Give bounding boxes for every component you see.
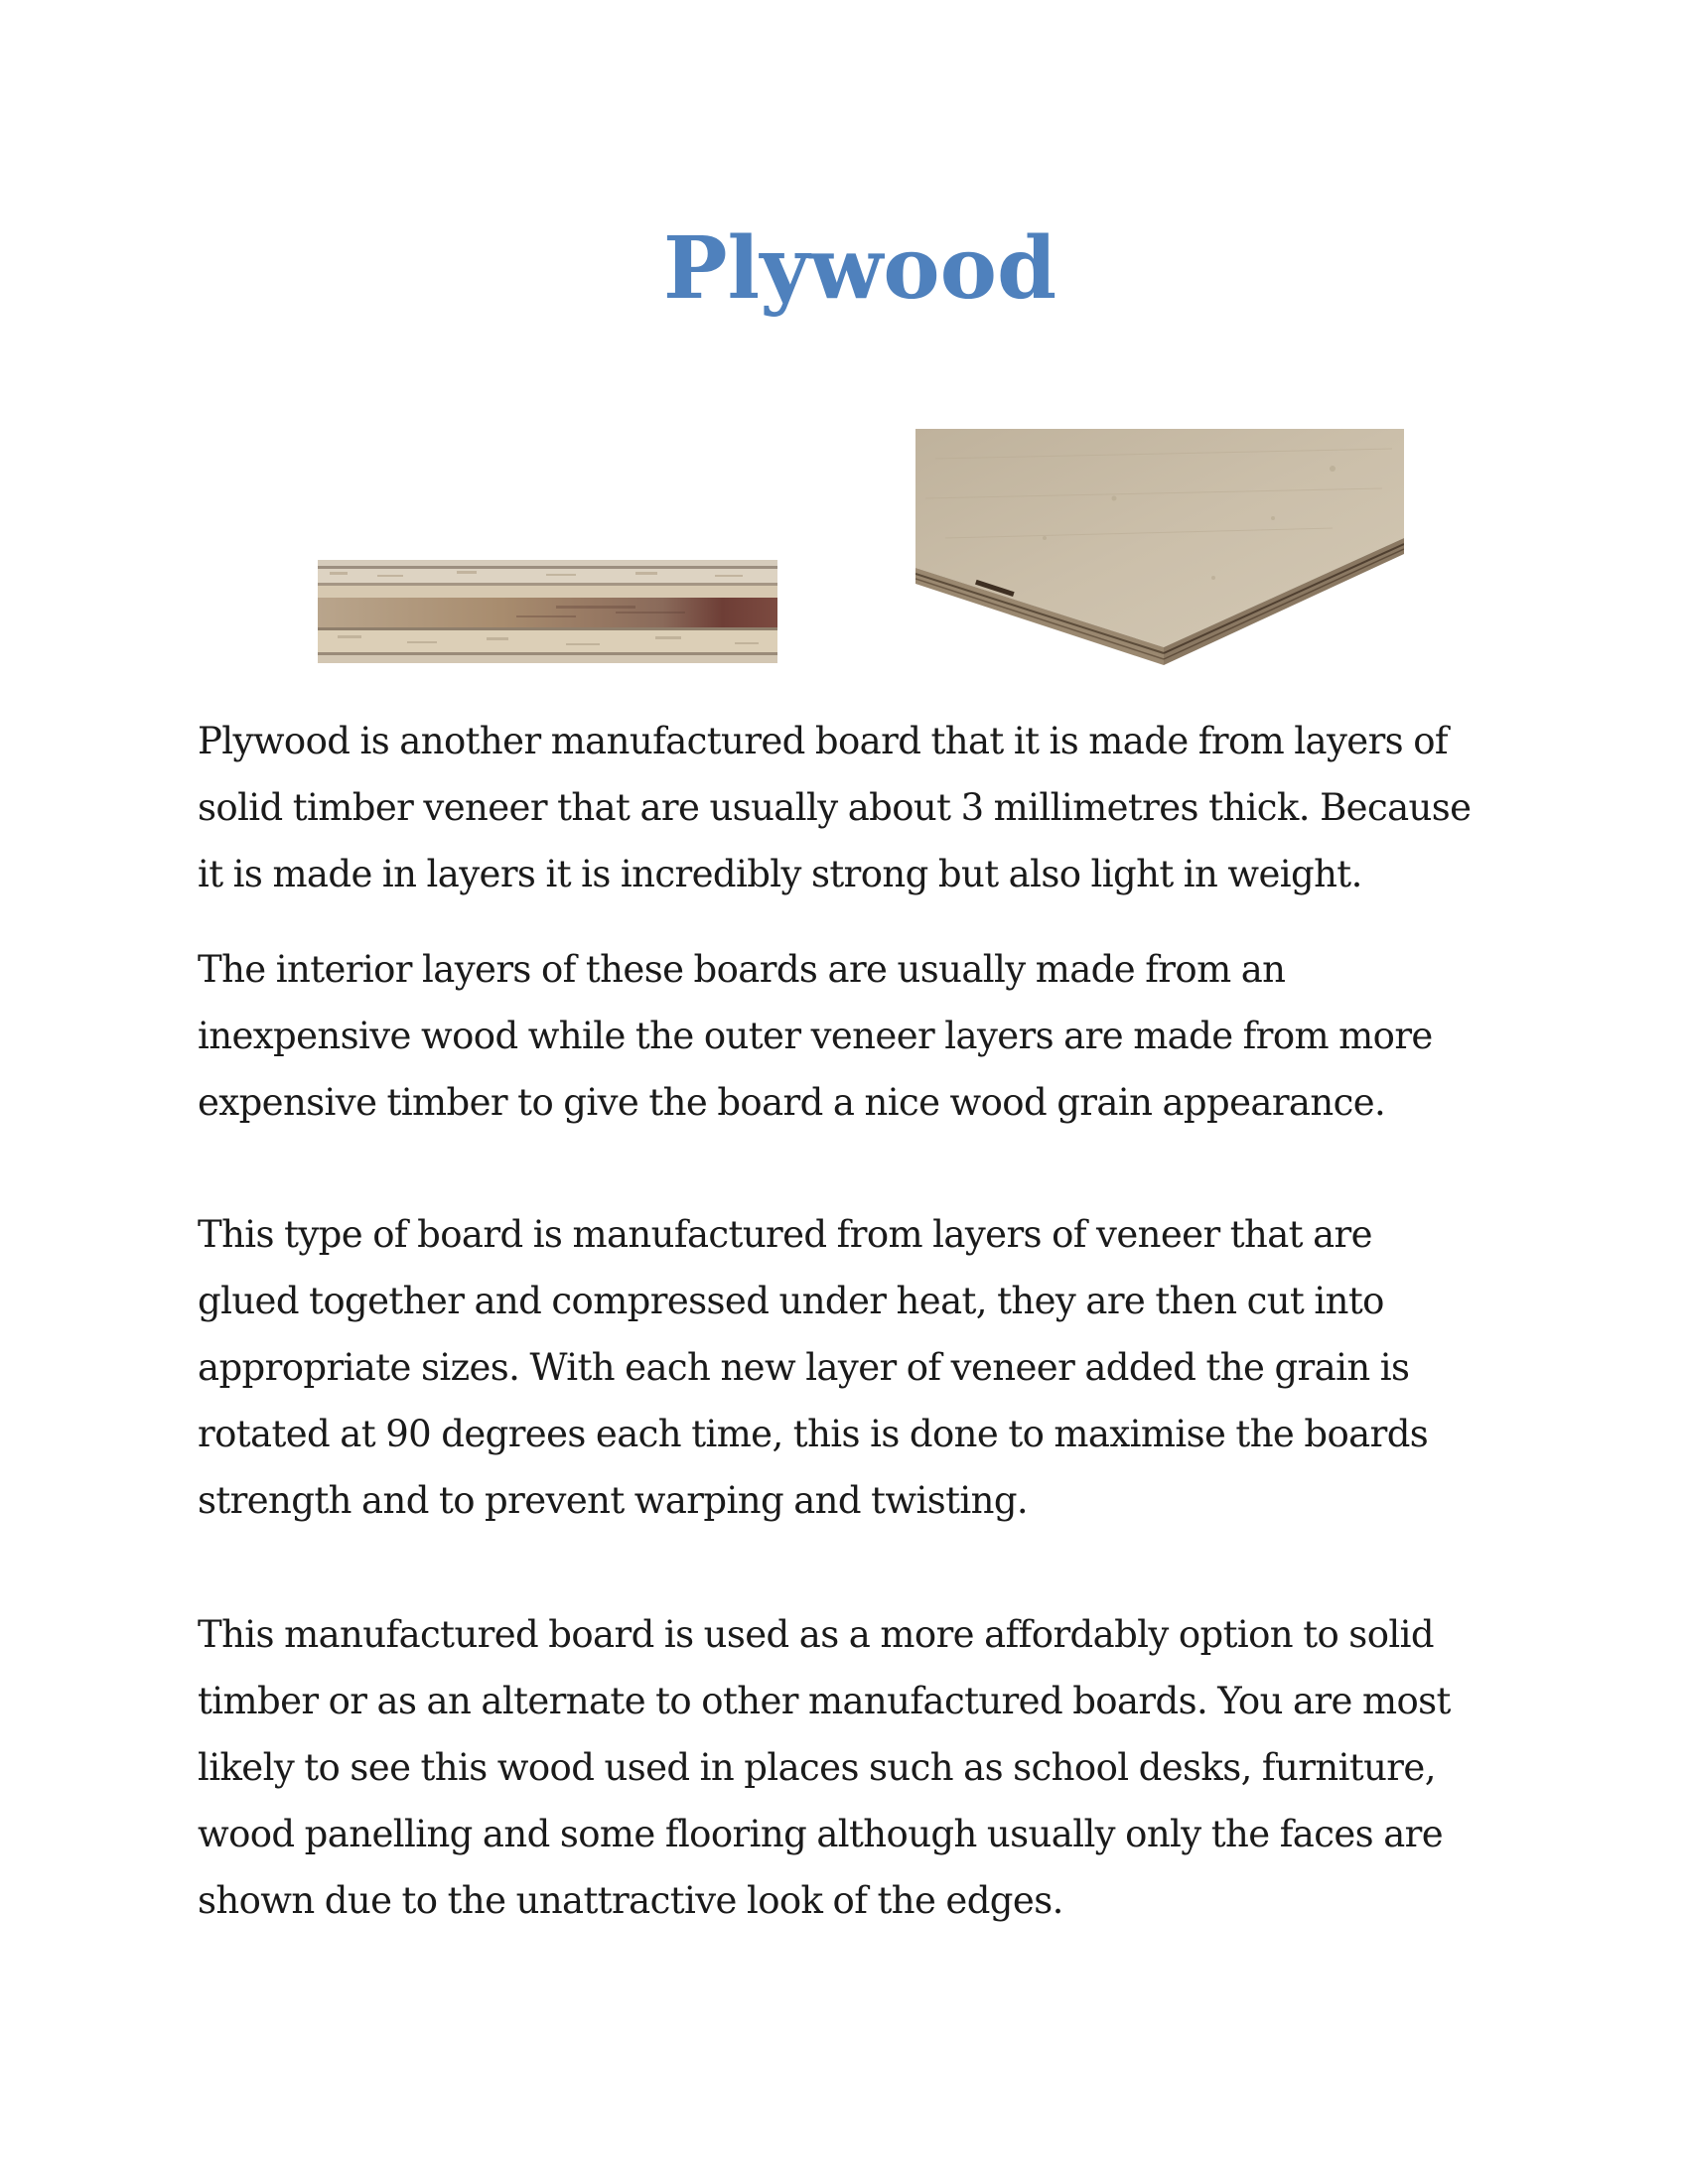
text-line: strength and to prevent warping and twisting. <box>198 1479 1029 1522</box>
paragraph-2 <box>198 936 1538 1136</box>
paragraph-4 <box>198 1601 1538 1934</box>
text-line: it is made in layers it is incredibly strong but also light in weight. <box>198 853 1362 895</box>
paragraph-1 <box>198 708 1538 907</box>
text-line: appropriate sizes. With each new layer of veneer added the grain is <box>198 1346 1410 1389</box>
text-line: timber or as an alternate to other manufactured boards. You are most <box>198 1680 1451 1722</box>
text-line: wood panelling and some flooring although usually only the faces are <box>198 1813 1444 1855</box>
text-line: The interior layers of these boards are usually made from an <box>198 948 1286 991</box>
paragraph-3 <box>198 1201 1538 1534</box>
text-line: Plywood is another manufactured board that it is made from layers of <box>198 720 1448 762</box>
plywood-edge-photo <box>318 560 777 663</box>
text-line: glued together and compressed under heat, they are then cut into <box>198 1280 1384 1322</box>
text-line: shown due to the unattractive look of the edges. <box>198 1879 1063 1922</box>
plywood-sheet-photo <box>915 429 1404 665</box>
text-line: inexpensive wood while the outer veneer layers are made from more <box>198 1015 1433 1057</box>
text-line: expensive timber to give the board a nice wood grain appearance. <box>198 1081 1386 1124</box>
page-title: Plywood <box>662 218 1057 319</box>
text-line: rotated at 90 degrees each time, this is done to maximise the boards <box>198 1413 1429 1455</box>
text-line: This manufactured board is used as a more affordably option to solid <box>198 1613 1434 1656</box>
text-line: This type of board is manufactured from layers of veneer that are <box>198 1213 1372 1256</box>
text-line: solid timber veneer that are usually about 3 millimetres thick. Because <box>198 786 1472 829</box>
text-line: likely to see this wood used in places such as school desks, furniture, <box>198 1746 1436 1789</box>
